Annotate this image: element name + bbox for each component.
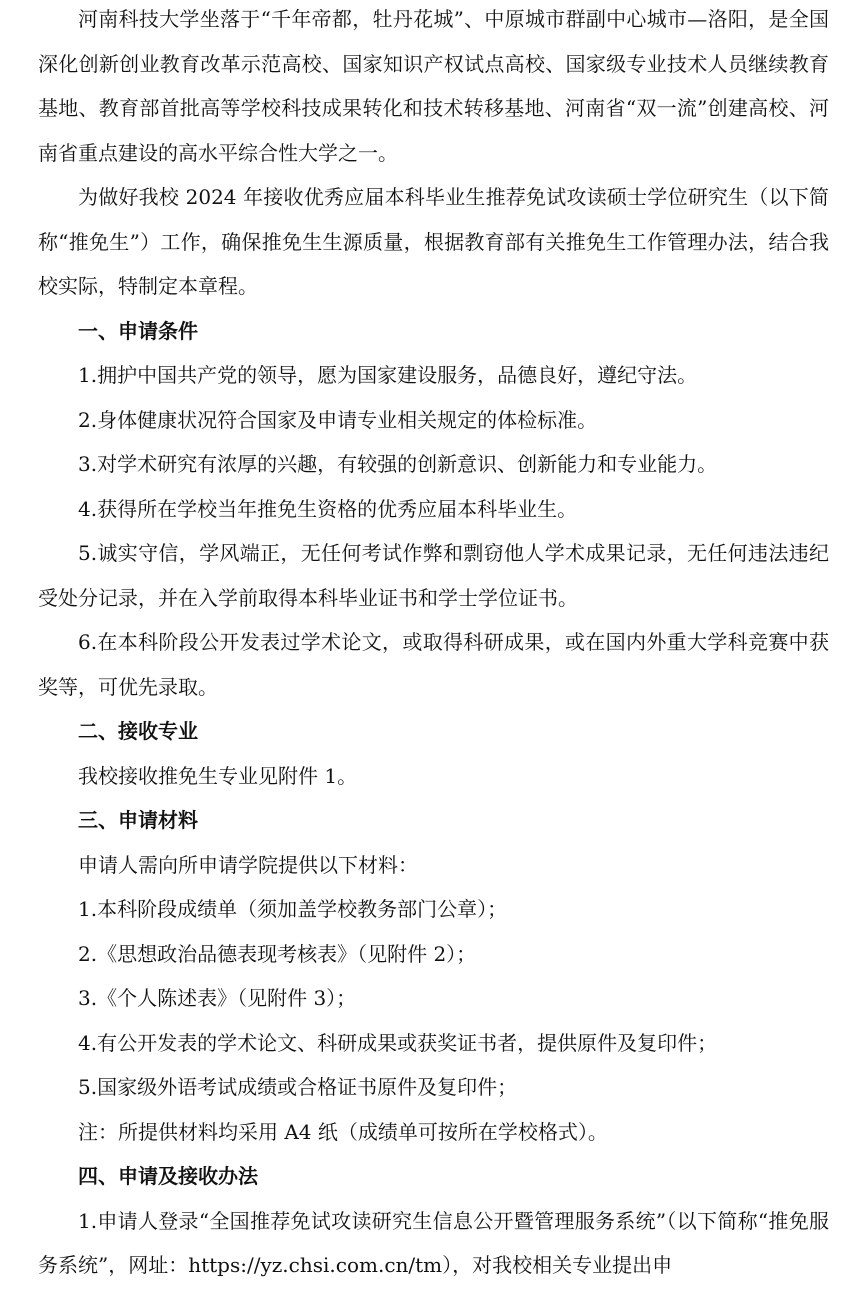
intro-paragraph-2: 为做好我校 2024 年接收优秀应届本科毕业生推荐免试攻读硕士学位研究生（以下简称“推免生”）工作，确保推免生生源质量，根据教育部有关推免生工作管理办法，结合我校实际，特制定本章程。 [38,185,829,298]
condition-item-6: 6.在本科阶段公开发表过学术论文，或取得科研成果，或在国内外重大学科竞赛中获奖等，可优先录取。 [38,630,829,699]
material-item-4: 4.有公开发表的学术论文、科研成果或获奖证书者，提供原件及复印件； [78,1030,718,1055]
material-item-2: 2.《思想政治品德表现考核表》（见附件 2）； [78,941,477,966]
material-item-5: 5.国家级外语考试成绩或合格证书原件及复印件； [78,1075,518,1099]
material-item-3: 3.《个人陈述表》（见附件 3）； [78,986,357,1010]
materials-note: 注：所提供材料均采用 A4 纸（成绩单可按所在学校格式）。 [78,1119,608,1144]
intro-paragraph-1: 河南科技大学坐落于“千年帝都，牡丹花城”、中原城市群副中心城市—洛阳，是全国深化创新创业教育改革示范高校、国家知识产权试点高校、国家级专业技术人员继续教育基地、教育部首批高等学校科技成果转化和技术转移基地、河南省“双一流”创建高校、河南省重点建设的高水平综合性大学之一。 [38,7,829,165]
section-heading-majors: 二、接收专业 [78,719,198,743]
condition-item-2: 2.身体健康状况符合国家及申请专业相关规定的体检标准。 [78,407,598,432]
procedure-item-1: 1.申请人登录“全国推荐免试攻读研究生信息公开暨管理服务系统”（以下简称“推免服务系统”，网址：https://yz.chsi.com.cn/tm），对我校相关专业提出申 [38,1208,829,1277]
condition-item-4: 4.获得所在学校当年推免生资格的优秀应届本科毕业生。 [78,496,578,521]
condition-item-3: 3.对学术研究有浓厚的兴趣，有较强的创新意识、创新能力和专业能力。 [78,452,718,476]
majors-text: 我校接收推免生专业见附件 1。 [78,763,358,788]
materials-intro: 申请人需向所申请学院提供以下材料： [78,852,418,877]
section-heading-conditions: 一、申请条件 [78,318,198,343]
material-item-1: 1.本科阶段成绩单（须加盖学校教务部门公章）； [78,897,508,921]
condition-item-5: 5.诚实守信，学风端正，无任何考试作弊和剽窃他人学术成果记录，无任何违法违纪受处分记录，并在入学前取得本科毕业证书和学士学位证书。 [38,541,829,610]
section-heading-procedure: 四、申请及接收办法 [78,1164,258,1188]
condition-item-1: 1.拥护中国共产党的领导，愿为国家建设服务，品德良好，遵纪守法。 [78,363,698,387]
section-heading-materials: 三、申请材料 [78,808,198,832]
